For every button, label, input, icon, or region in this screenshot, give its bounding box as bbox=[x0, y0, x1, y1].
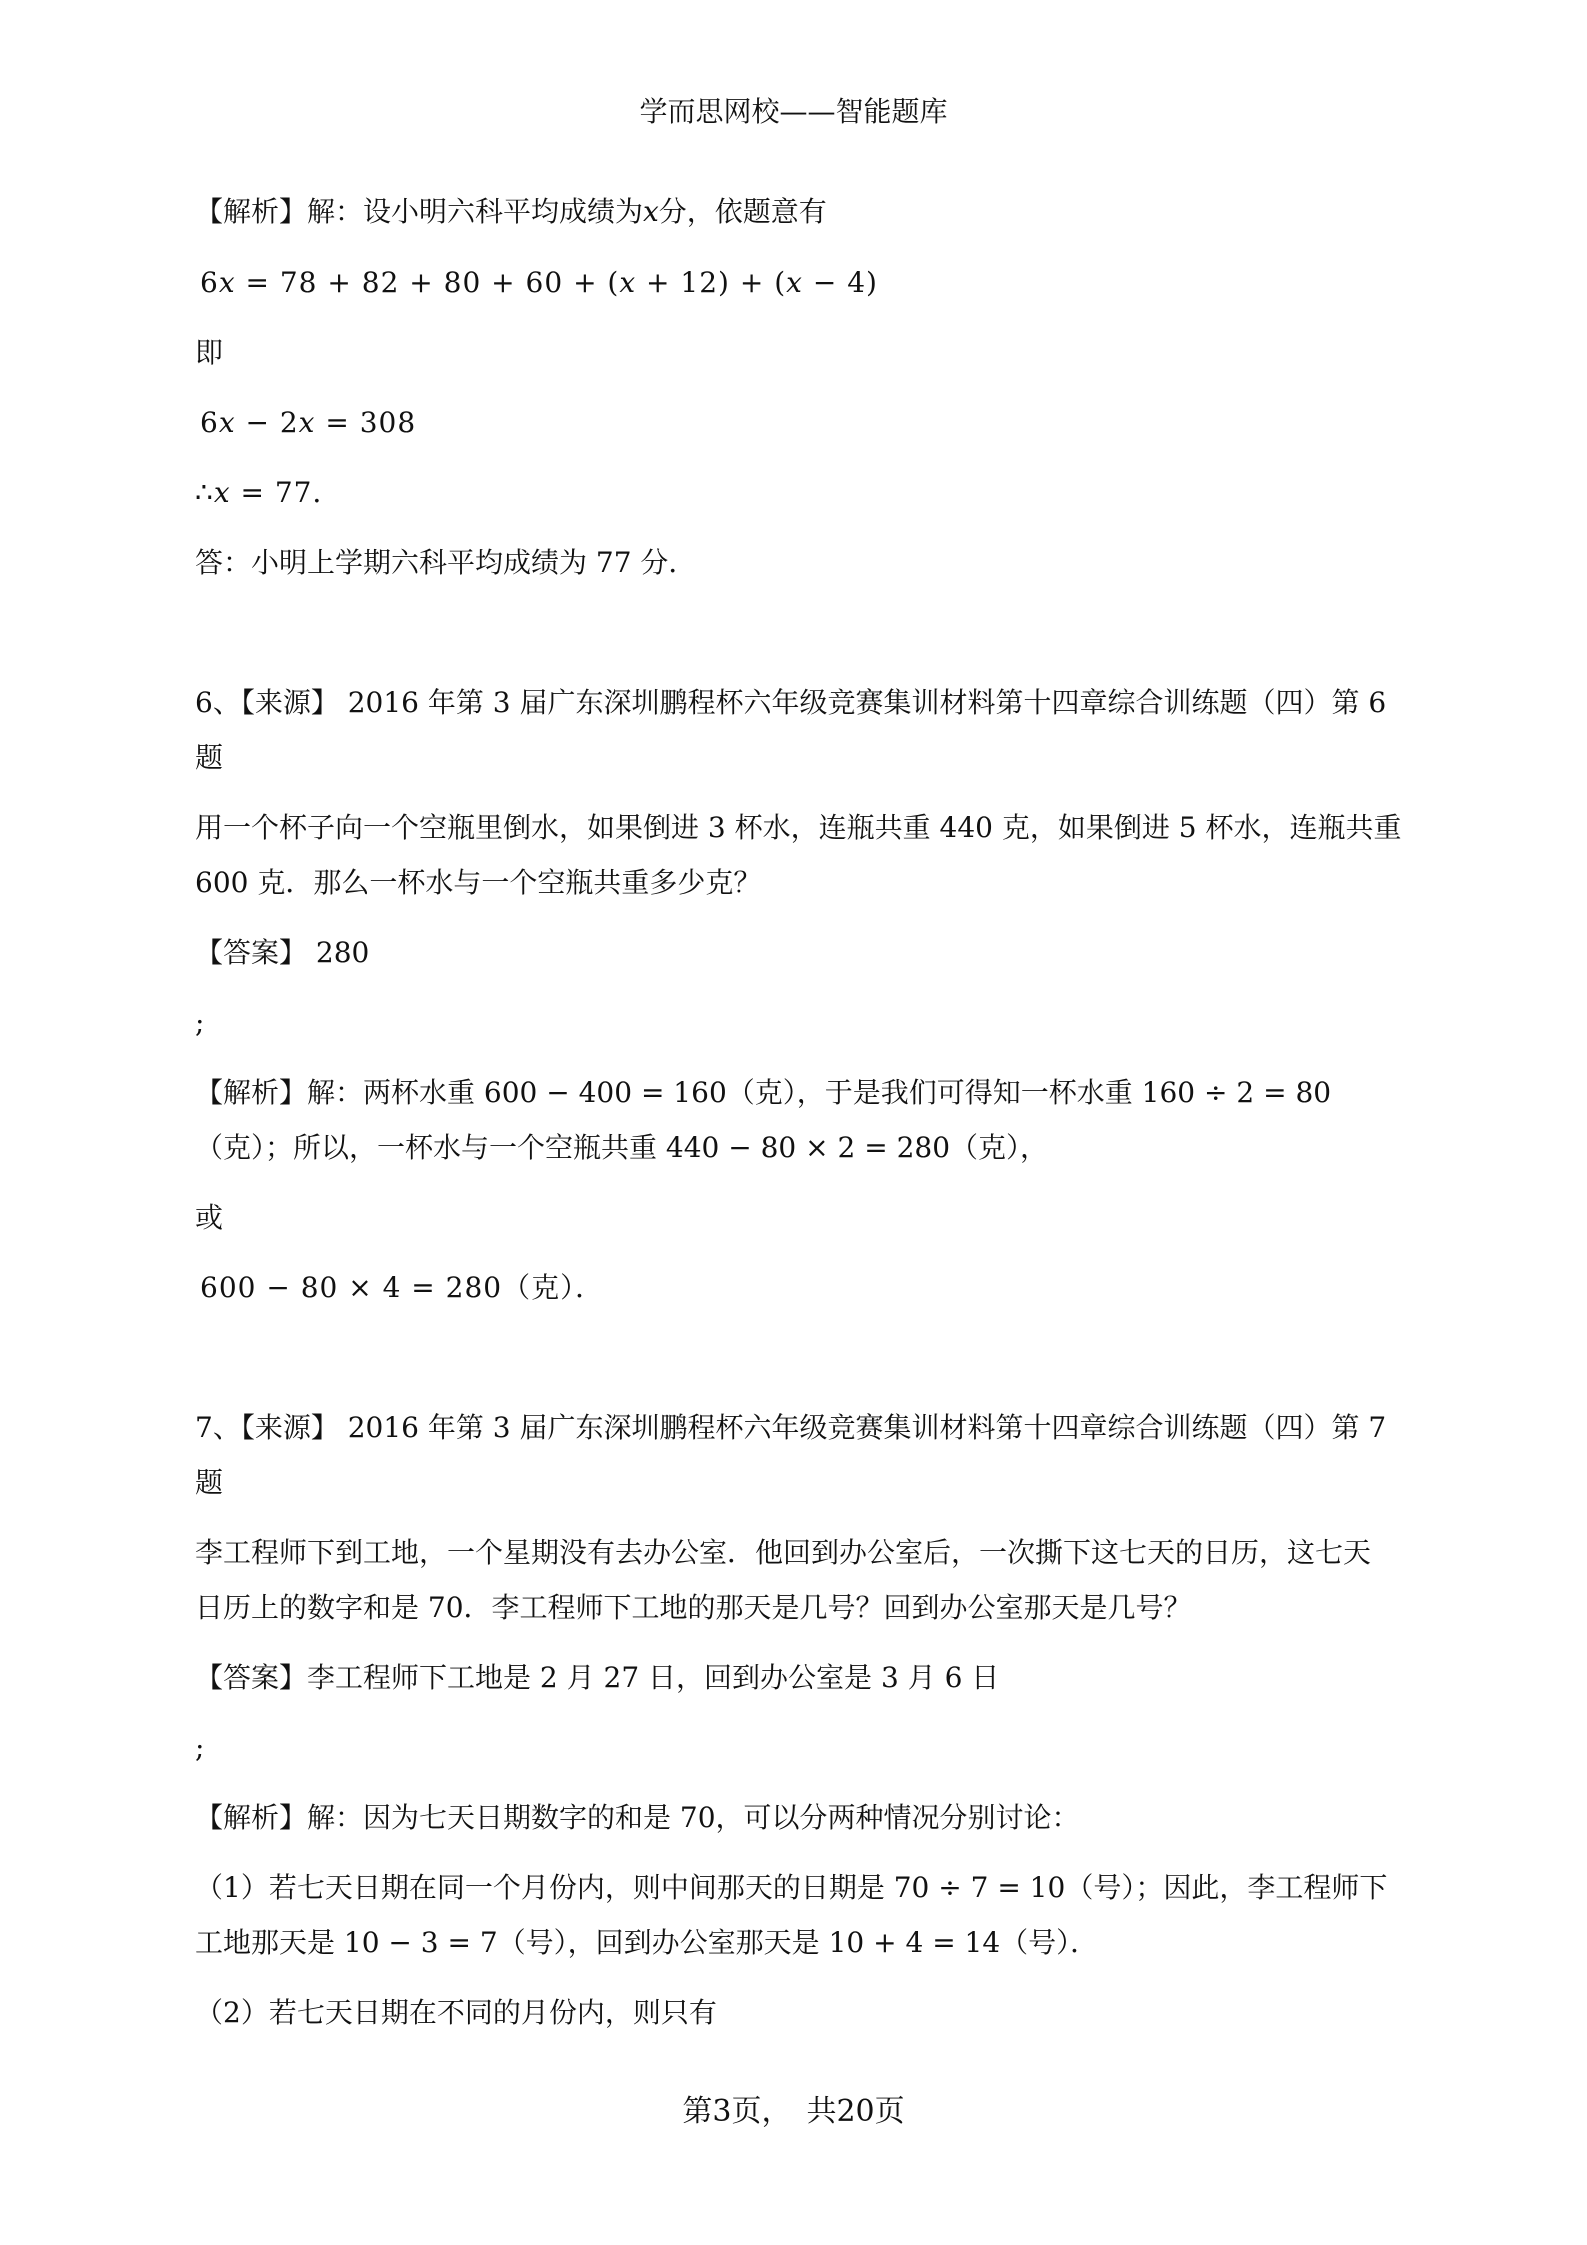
question-source-line: 6、【来源】 2016 年第 3 届广东深圳鹏程杯六年级竞赛集训材料第十四章综合训练题（四）第 6 bbox=[195, 686, 1387, 719]
analysis-line: 【解析】解：设小明六科平均成绩为𝑥分，依题意有 bbox=[195, 195, 827, 228]
equation-line: 6𝑥 = 78 + 82 + 80 + 60 + (𝑥 + 12) + (𝑥 − 4) bbox=[200, 266, 878, 299]
question-text-line: 600 克．那么一杯水与一个空瓶共重多少克？ bbox=[195, 866, 762, 899]
separator-line: ; bbox=[195, 1731, 205, 1764]
question-source-line: 7、【来源】 2016 年第 3 届广东深圳鹏程杯六年级竞赛集训材料第十四章综合训练题（四）第 7 bbox=[195, 1411, 1387, 1444]
separator-line: ; bbox=[195, 1006, 205, 1039]
question-text-line: 日历上的数字和是 70．李工程师下工地的那天是几号？回到办公室那天是几号？ bbox=[195, 1591, 1192, 1624]
equation-line: 600 − 80 × 4 = 280（克）． bbox=[200, 1271, 605, 1304]
analysis-line: （克）；所以，一杯水与一个空瓶共重 440 − 80 × 2 = 280（克）， bbox=[195, 1131, 1049, 1164]
text-line: 即 bbox=[195, 336, 224, 369]
answer-line: 答：小明上学期六科平均成绩为 77 分． bbox=[195, 546, 697, 579]
question-source-line: 题 bbox=[195, 741, 224, 774]
analysis-line: （1）若七天日期在同一个月份内，则中间那天的日期是 70 ÷ 7 = 10（号）；因此，李工程师下 bbox=[195, 1871, 1388, 1904]
page-number-footer: 第3页， 共20页 bbox=[682, 2094, 905, 2129]
question-text-line: 用一个杯子向一个空瓶里倒水，如果倒进 3 杯水，连瓶共重 440 克，如果倒进 5 杯水，连瓶共重 bbox=[195, 811, 1402, 844]
equation-line: ∴𝑥 = 77． bbox=[195, 476, 342, 509]
question-source-line: 题 bbox=[195, 1466, 224, 1499]
analysis-line: 工地那天是 10 − 3 = 7（号），回到办公室那天是 10 + 4 = 14（号）． bbox=[195, 1926, 1099, 1959]
page-header-title: 学而思网校——智能题库 bbox=[639, 95, 948, 128]
answer-line: 【答案】 280 bbox=[195, 936, 370, 969]
equation-line: 6𝑥 − 2𝑥 = 308 bbox=[200, 406, 417, 439]
question-text-line: 李工程师下到工地，一个星期没有去办公室．他回到办公室后，一次撕下这七天的日历，这七天 bbox=[195, 1536, 1372, 1569]
analysis-line: （2）若七天日期在不同的月份内，则只有 bbox=[195, 1996, 717, 2029]
analysis-line: 【解析】解：两杯水重 600 − 400 = 160（克），于是我们可得知一杯水重 160 ÷ 2 = 80 bbox=[195, 1076, 1332, 1109]
answer-line: 【答案】李工程师下工地是 2 月 27 日，回到办公室是 3 月 6 日 bbox=[195, 1661, 1000, 1694]
analysis-line: 【解析】解：因为七天日期数字的和是 70，可以分两种情况分别讨论： bbox=[195, 1801, 1080, 1834]
text-line: 或 bbox=[195, 1201, 224, 1234]
